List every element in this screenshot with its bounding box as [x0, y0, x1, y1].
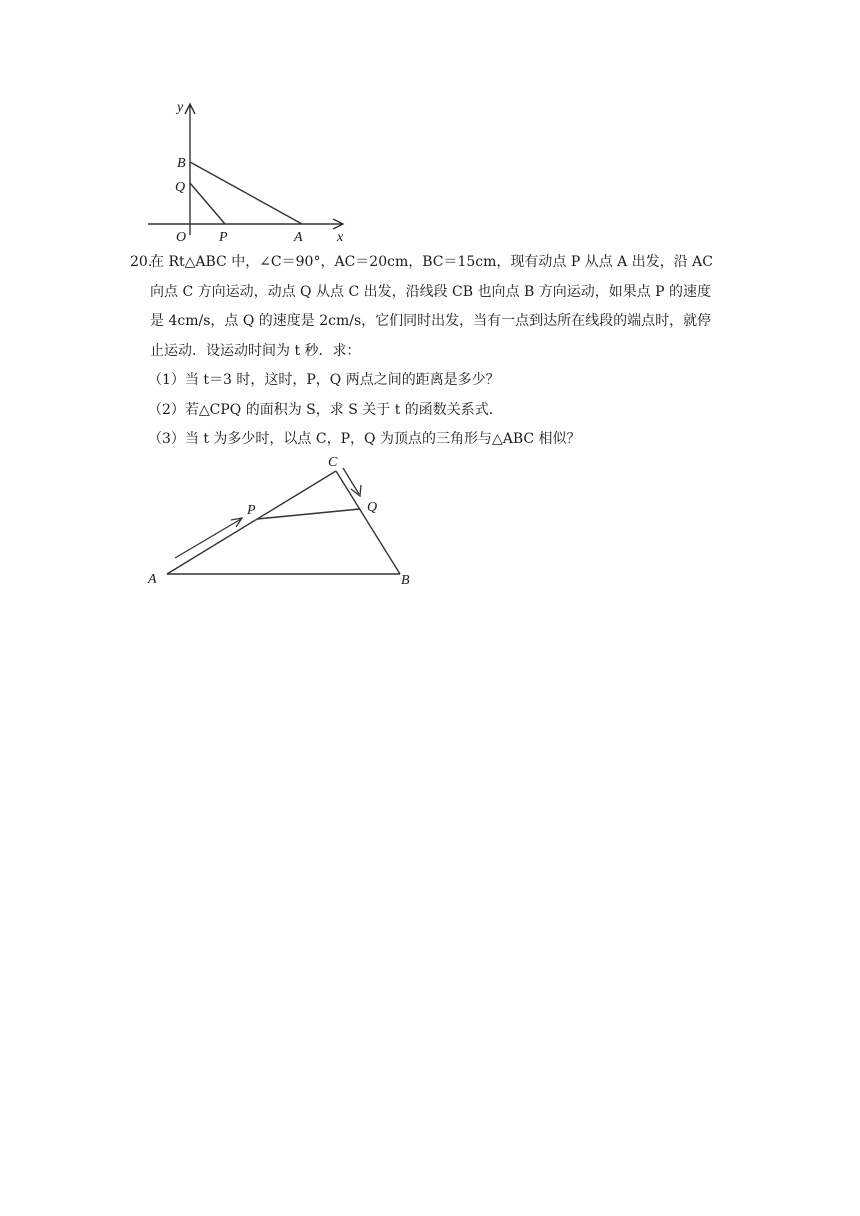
arrow-a-to-c-head: [231, 518, 242, 527]
y-axis-label: y: [177, 100, 184, 115]
segment-ba: [190, 162, 302, 224]
arrow-c-to-b-head: [351, 485, 361, 496]
point-a-label: A: [148, 572, 157, 587]
problem-stem-line-3: 是 4cm/s，点 Q 的速度是 2cm/s，它们同时出发，当有一点到达所在线段的端点时，就停: [150, 313, 712, 329]
point-q-label: Q: [367, 500, 378, 515]
problem-number: 20.: [130, 254, 153, 270]
x-axis-label: x: [337, 230, 344, 245]
problem-stem-line-2: 向点 C 方向运动，动点 Q 从点 C 出发，沿线段 CB 也向点 B 方向运动，如果点 P 的速度: [150, 283, 712, 300]
triangle-figure: [145, 450, 425, 590]
segment-qp: [190, 183, 225, 224]
origin-label: O: [176, 230, 187, 245]
coordinate-diagram: [140, 95, 360, 245]
point-c-label: C: [328, 455, 338, 470]
problem-stem-line-1: [130, 248, 735, 278]
point-a-label: A: [294, 230, 303, 245]
arrow-c-to-b: [343, 468, 359, 494]
point-b-label: B: [177, 156, 186, 171]
problem-20: [130, 248, 735, 455]
side-cb: [336, 471, 400, 574]
point-b-label: B: [401, 573, 410, 588]
side-ac: [167, 471, 336, 574]
sub-question-3: （3）当 t 为多少时，以点 C，P，Q 为顶点的三角形与△ABC 相似？: [148, 431, 581, 447]
sub-question-2: （2）若△CPQ 的面积为 S，求 S 关于 t 的函数关系式．: [148, 401, 503, 418]
point-p-label: P: [247, 503, 256, 518]
sub-question-1: （1）当 t＝3 时，这时，P，Q 两点之间的距离是多少？: [148, 372, 500, 388]
triangle-diagram: [145, 450, 425, 590]
coordinate-figure: [140, 95, 360, 245]
point-q-label: Q: [175, 180, 186, 195]
problem-stem-line-4: 止运动．设运动时间为 t 秒．求：: [150, 342, 361, 359]
problem-line-1: 在 Rt△ABC 中，∠C＝90°，AC＝20cm，BC＝15cm，现有动点 P 从点 A 出发，沿 AC: [150, 254, 714, 270]
arrow-a-to-c: [175, 519, 241, 558]
point-p-label: P: [219, 230, 228, 245]
